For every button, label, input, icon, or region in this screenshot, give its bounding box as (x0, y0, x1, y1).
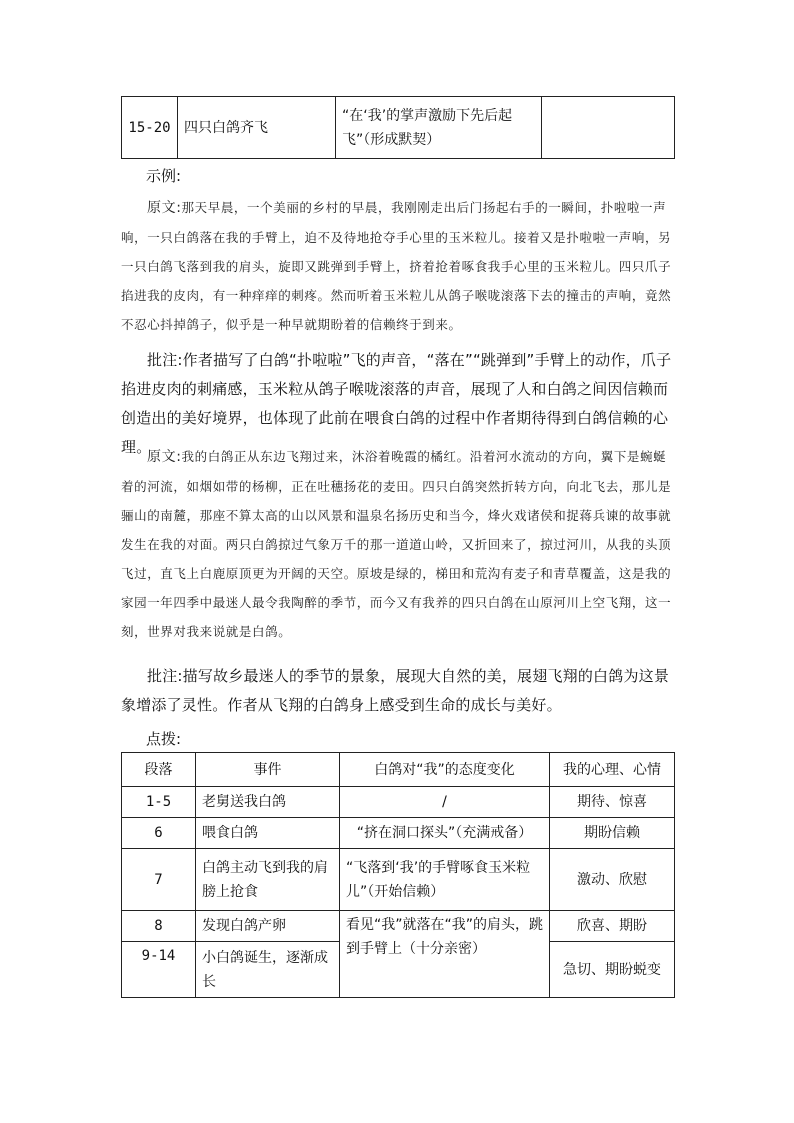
cell-event: 小白鸽诞生，逐渐成长 (196, 942, 340, 998)
table-header-row (122, 753, 675, 787)
excerpt-text: 那天早晨，一个美丽的乡村的早晨，我刚刚走出后门扬起右手的一瞬间，扑啦啦一声响，一只白鸽落在我的手臂上，迫不及待地抢夺手心里的玉米粒儿。接着又是扑啦啦一声响，另一只白鸽飞落到我的肩头，旋即又跳弹到手臂上，挤着抢着啄食我手心里的玉米粒儿。四只爪子掐进我的皮肉，有一种痒痒的刺疼。然而听着玉米粒儿从鸽子喉咙滚落下去的撞击的声响，竟然不忍心抖掉鸽子，似乎是一种早就期盼着的信赖终于到来。 (121, 200, 672, 332)
table-row (122, 818, 675, 849)
cell-para: 9-14 (122, 942, 196, 998)
excerpt-original-1 (121, 193, 674, 339)
cell-mood (542, 97, 675, 159)
excerpt-label: 原文: (147, 449, 182, 465)
cell-mood: 欣喜、期盼 (550, 911, 675, 942)
header-mood: 我的心理、心情 (550, 753, 675, 787)
cell-para: 7 (122, 849, 196, 911)
excerpt-text: 描写故乡最迷人的季节的景象，展现大自然的美，展翅飞翔的白鸽为这景象增添了灵性。作者从飞翔的白鸽身上感受到生命的成长与美好。 (121, 667, 670, 714)
excerpt-text: 我的白鸽正从东边飞翔过来，沐浴着晚霞的橘红。沿着河水流动的方向，翼下是蜿蜒着的河流，如烟如带的杨柳，正在吐穗扬花的麦田。四只白鸽突然折转方向，向北飞去，那儿是骊山的南麓，那座不算太高的山以风景和温泉名扬历史和当今，烽火戏诸侯和捉蒋兵谏的故事就发生在我的对面。两只白鸽掠过气象万千的那一道道山岭，又折回来了，掠过河川，从我的头顶飞过，直飞上白鹿原顶更为开阔的天空。原坡是绿的，梯田和荒沟有麦子和青草覆盖，这是我的家园一年四季中最迷人最令我陶醉的季节，而今又有我养的四只白鸽在山原河川上空飞翔，这一刻，世界对我来说就是白鸽。 (121, 449, 672, 639)
table-row (122, 911, 675, 942)
excerpt-original-2 (121, 442, 674, 646)
cell-mood: 期盼信赖 (550, 818, 675, 849)
table-row (122, 787, 675, 818)
cell-attitude: “飞落到‘我’的手臂啄食玉米粒儿”（开始信赖） (340, 849, 550, 911)
cell-mood: 期待、惊喜 (550, 787, 675, 818)
cell-attitude: / (340, 787, 550, 818)
cell-attitude: “挤在洞口探头”（充满戒备） (340, 818, 550, 849)
excerpt-text: 作者描写了白鸽“扑啦啦”飞的声音，“落在”“跳弹到”手臂上的动作，爪子掐进皮肉的刺痛感，玉米粒从鸽子喉咙滚落的声音，展现了人和白鸽之间因信赖而创造出的美好境界，也体现了此前在喂食白鸽的过程中作者期待得到白鸽信赖的心理。 (121, 351, 672, 456)
tips-label: 点拨: (146, 730, 182, 748)
cell-attitude: 看见“我”就落在“我”的肩头，跳到手臂上（十分亲密） (340, 911, 550, 998)
excerpt-annotation-2 (121, 662, 674, 720)
cell-attitude: “在‘我’的掌声激励下先后起飞”（形成默契） (336, 97, 542, 159)
cell-event: 白鸽主动飞到我的肩膀上抢食 (196, 849, 340, 911)
excerpt-label: 原文: (147, 200, 182, 216)
cell-para: 15-20 (122, 97, 178, 159)
excerpt-label: 批注: (147, 667, 183, 685)
header-para: 段落 (122, 753, 196, 787)
header-attitude: 白鸽对“我”的态度变化 (340, 753, 550, 787)
cell-event: 喂食白鸽 (196, 818, 340, 849)
cell-event: 四只白鸽齐飞 (178, 97, 336, 159)
header-event: 事件 (196, 753, 340, 787)
table-row (122, 849, 675, 911)
cell-para: 1-5 (122, 787, 196, 818)
example-label: 示例: (146, 167, 182, 185)
table-row (122, 97, 675, 159)
summary-table (121, 752, 675, 998)
cell-para: 8 (122, 911, 196, 942)
cell-mood: 急切、期盼蜕变 (550, 942, 675, 998)
cell-para: 6 (122, 818, 196, 849)
excerpt-label: 批注: (147, 351, 183, 369)
cell-mood: 激动、欣慰 (550, 849, 675, 911)
cell-event: 发现白鸽产卵 (196, 911, 340, 942)
cell-event: 老舅送我白鸽 (196, 787, 340, 818)
continuation-table (121, 96, 675, 159)
